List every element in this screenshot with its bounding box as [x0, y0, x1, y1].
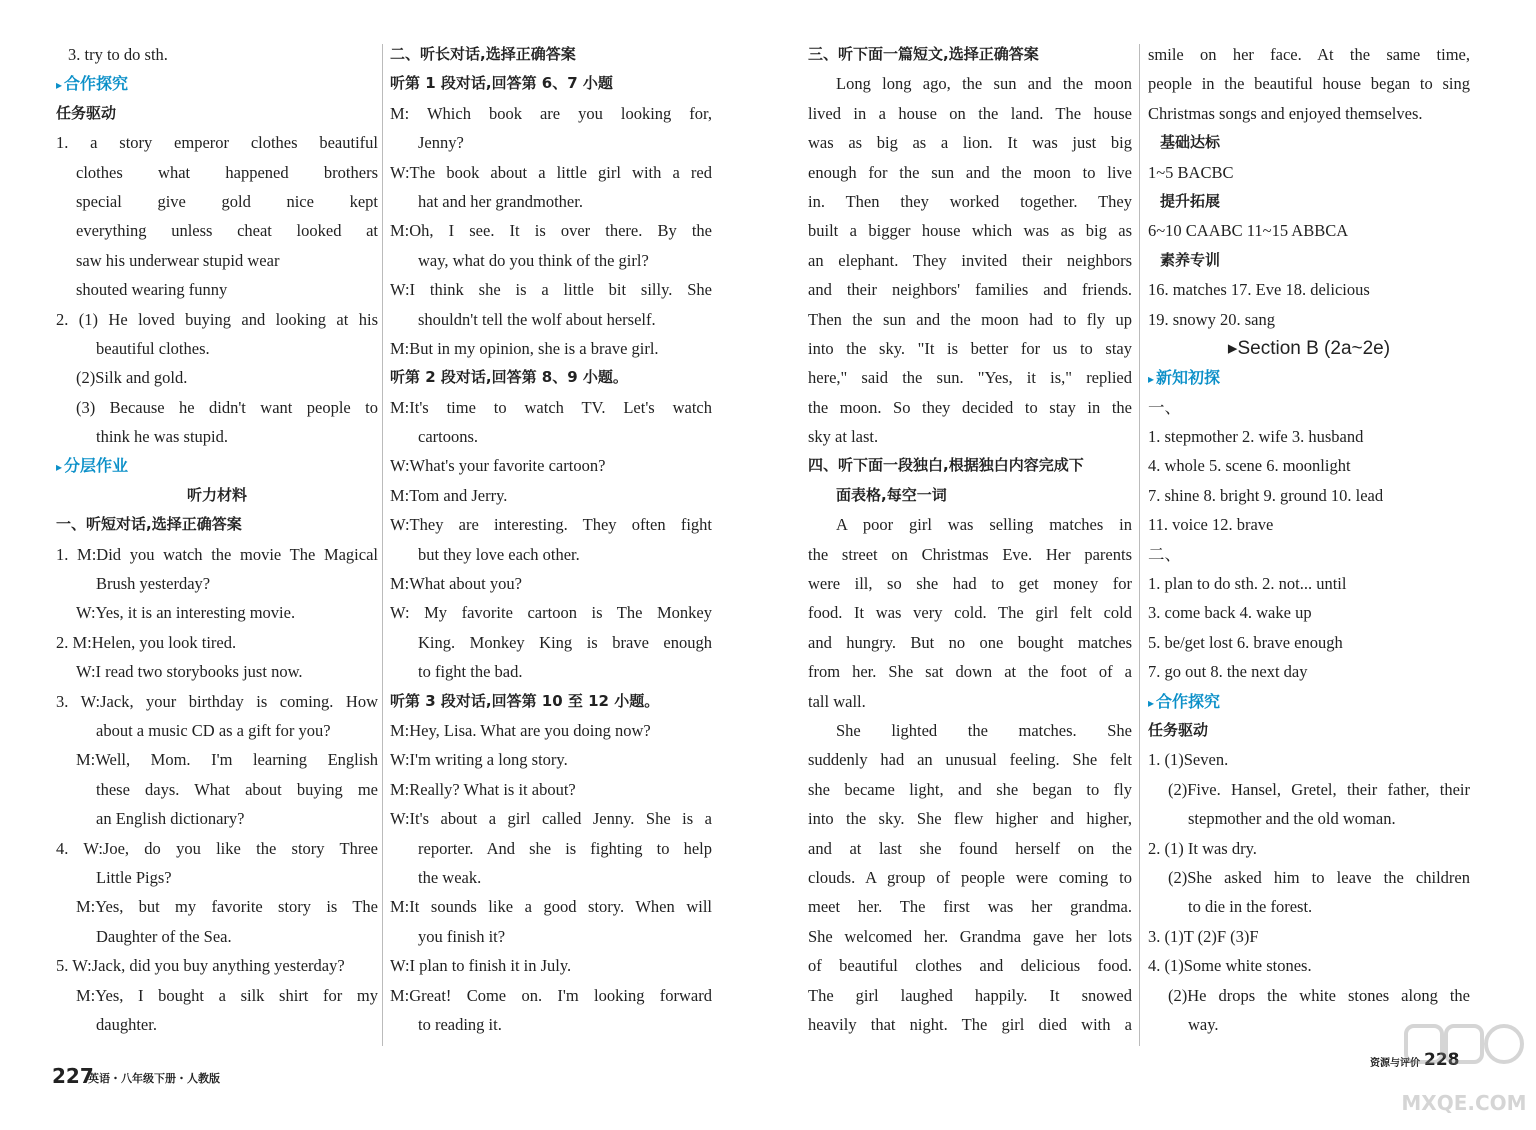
text-line: cartoons. [418, 427, 479, 447]
text-line: (2)Silk and gold. [76, 368, 188, 388]
text-line: M:Tom and Jerry. [390, 485, 508, 505]
text-line: built a bigger house which was as big as [808, 221, 1132, 241]
text-line: in. Then they worked together. They [808, 191, 1132, 211]
section-heading [1148, 363, 1470, 392]
section-heading-label: 合作探究 [1156, 691, 1221, 711]
text-line: but they love each other. [418, 544, 580, 564]
text-line: to die in the forest. [1188, 897, 1313, 917]
text-line: M: Which book are you looking for, [390, 103, 712, 123]
text-line: to fight the bad. [418, 662, 523, 682]
text-line: 7. shine 8. bright 9. ground 10. lead [1148, 485, 1384, 505]
text-line: Little Pigs? [96, 867, 172, 887]
text-line: W:I plan to finish it in July. [390, 956, 572, 976]
left-page-number: 227 [52, 1064, 94, 1088]
text-line: beautiful clothes. [96, 338, 210, 358]
text-line: she became light, and she began to fly [808, 779, 1132, 799]
right-page-number: 228 [1424, 1050, 1460, 1070]
text-line: Christmas songs and enjoyed themselves. [1148, 103, 1423, 123]
text-line: you finish it? [418, 926, 506, 946]
text-line: sky at last. [808, 427, 879, 447]
text-line: into the sky. She flew higher and higher, [808, 809, 1132, 829]
text-line: 2. M:Helen, you look tired. [56, 632, 237, 652]
text-line: 1. a story emperor clothes beautiful [56, 133, 378, 153]
text-line: 1. plan to do sth. 2. not... until [1148, 574, 1347, 594]
text-line: W:It's about a girl called Jenny. She is a [390, 809, 712, 829]
publisher-footer: 资源与评价 [1370, 1058, 1420, 1069]
text-line: 二、 [1148, 544, 1181, 564]
text-line: and at last she found herself on the [808, 838, 1132, 858]
text-line: everything unless cheat looked at [76, 221, 378, 241]
column-divider [382, 44, 383, 1046]
section-marker-icon: ▸ [1227, 337, 1238, 359]
text-line: W:Yes, it is an interesting movie. [76, 603, 296, 623]
text-line: saw his underwear stupid wear [76, 250, 280, 270]
text-line: 听第 3 段对话,回答第 10 至 12 小题。 [390, 691, 660, 710]
text-line: suddenly had an unusual feeling. She felt [808, 750, 1132, 770]
text-line: clouds. A group of people were coming to [808, 867, 1132, 887]
watermark-logo [1400, 1020, 1528, 1124]
text-line: and their neighbors' families and friends. [808, 280, 1132, 300]
text-line: 2. (1) It was dry. [1148, 838, 1257, 858]
text-line: M:It sounds like a good story. When will [390, 897, 712, 917]
text-line: shouted wearing funny [76, 280, 228, 300]
text-line: A poor girl was selling matches in [836, 515, 1132, 535]
text-line: 19. snowy 20. sang [1148, 309, 1275, 329]
text-line: 16. matches 17. Eve 18. delicious [1148, 280, 1370, 300]
text-line: meet her. The first was her grandma. [808, 897, 1132, 917]
text-line: M:Oh, I see. It is over there. By the [390, 221, 712, 241]
section-marker-icon: ▸ [56, 460, 63, 475]
text-line: King. Monkey King is brave enough [418, 632, 712, 652]
text-line: food. It was very cold. The girl felt cold [808, 603, 1132, 623]
text-line: 1. stepmother 2. wife 3. husband [1148, 427, 1364, 447]
text-line: 三、听下面一篇短文,选择正确答案 [808, 45, 1039, 63]
text-line: 3. (1)T (2)F (3)F [1148, 926, 1259, 946]
text-line: 7. go out 8. the next day [1148, 662, 1308, 682]
text-line: way, what do you think of the girl? [418, 250, 649, 270]
text-line: these days. What about buying me [96, 779, 378, 799]
right-page-column-2 [1148, 40, 1470, 1039]
text-line: from her. She sat down at the foot of a [808, 662, 1132, 682]
text-line: W: My favorite cartoon is The Monkey [390, 603, 712, 623]
text-line: W:I read two storybooks just now. [76, 662, 303, 682]
left-page-column-1 [56, 40, 378, 1039]
text-line: M:It's time to watch TV. Let's watch [390, 397, 712, 417]
text-line: 5. W:Jack, did you buy anything yesterday? [56, 956, 345, 976]
text-line: an elephant. They invited their neighbors [808, 250, 1132, 270]
text-line: M:Really? What is it about? [390, 779, 576, 799]
text-line: 3. W:Jack, your birthday is coming. How [56, 691, 378, 711]
right-page-column-1 [808, 40, 1132, 1039]
text-line: 3. come back 4. wake up [1148, 603, 1312, 623]
watermark-text: MXQE.COM [1401, 1091, 1527, 1115]
text-line: Long long ago, the sun and the moon [836, 74, 1132, 94]
text-line: W:I'm writing a long story. [390, 750, 568, 770]
text-line: were ill, so she had to get money for [808, 574, 1132, 594]
text-line: Daughter of the Sea. [96, 926, 232, 946]
text-line: (3) Because he didn't want people to [76, 397, 378, 417]
text-line: lived in a house on the land. The house [808, 103, 1132, 123]
text-line: M:Yes, but my favorite story is The [76, 897, 378, 917]
text-line: (2)She asked him to leave the children [1168, 867, 1470, 887]
text-line: M:What about you? [390, 574, 522, 594]
text-line: 2. (1) He loved buying and looking at his [56, 309, 378, 329]
text-line: M:Well, Mom. I'm learning English [76, 750, 378, 770]
text-line: heavily that night. The girl died with a [808, 1014, 1132, 1034]
text-line: (2)He drops the white stones along the [1168, 985, 1470, 1005]
text-line: tall wall. [808, 691, 866, 711]
section-marker-icon: ▸ [56, 78, 63, 93]
text-line: 听第 2 段对话,回答第 8、9 小题。 [390, 368, 628, 387]
text-line: 4. W:Joe, do you like the story Three [56, 838, 378, 858]
text-line: 1~5 BACBC [1148, 162, 1234, 182]
text-line: W:I think she is a little bit silly. She [390, 280, 712, 300]
text-line: 面表格,每空一词 [836, 485, 947, 504]
text-line: 四、听下面一段独白,根据独白内容完成下 [808, 456, 1084, 475]
text-line: 任务驱动 [1148, 720, 1209, 739]
section-heading [56, 69, 378, 98]
text-line: think he was stupid. [96, 427, 228, 447]
text-line: here," said the sun. "Yes, it is," replied [808, 368, 1132, 388]
section-heading-label: Section B (2a~2e) [1237, 337, 1391, 359]
text-line: daughter. [96, 1014, 157, 1034]
text-line: W:What's your favorite cartoon? [390, 456, 606, 476]
text-line: 11. voice 12. brave [1148, 515, 1274, 535]
text-line: people in the beautiful house began to sing [1148, 74, 1470, 94]
text-line: enough for the sun and the moon to live [808, 162, 1132, 182]
text-line: She lighted the matches. She [836, 720, 1132, 740]
text-line: 4. whole 5. scene 6. moonlight [1148, 456, 1351, 476]
text-line: She welcomed her. Grandma gave her lots [808, 926, 1132, 946]
text-line: hat and her grandmother. [418, 191, 583, 211]
text-line: the weak. [418, 867, 482, 887]
text-line: way. [1188, 1014, 1219, 1034]
text-line: 任务驱动 [56, 103, 117, 122]
text-line: clothes what happened brothers [76, 162, 378, 182]
text-line: 5. be/get lost 6. brave enough [1148, 632, 1343, 652]
text-line: Brush yesterday? [96, 574, 211, 594]
text-line: The girl laughed happily. It snowed [808, 985, 1132, 1005]
book-title-footer: 英语・八年级下册・人教版 [88, 1072, 220, 1085]
text-line: about a music CD as a gift for you? [96, 720, 331, 740]
text-line: 提升拓展 [1160, 191, 1221, 210]
text-line: 1. M:Did you watch the movie The Magical [56, 544, 378, 564]
text-line: 一、 [1148, 397, 1181, 417]
text-line: W:The book about a little girl with a red [390, 162, 712, 182]
column-divider [1139, 44, 1140, 1046]
text-line: W:They are interesting. They often fight [390, 515, 712, 535]
text-line: 6~10 CAABC 11~15 ABBCA [1148, 221, 1349, 241]
section-heading [1148, 687, 1470, 716]
text-line: 3. try to do sth. [68, 45, 168, 64]
section-marker-icon: ▸ [1148, 695, 1155, 710]
text-line: 听力材料 [186, 485, 247, 504]
section-heading-label: 分层作业 [64, 456, 129, 476]
text-line: M:But in my opinion, she is a brave girl. [390, 338, 659, 358]
text-line: Then the sun and the moon had to fly up [808, 309, 1132, 329]
text-line: reporter. And she is fighting to help [418, 838, 712, 858]
text-line: 4. (1)Some white stones. [1148, 956, 1312, 976]
text-line: 素养专训 [1160, 250, 1221, 269]
text-line: to reading it. [418, 1014, 502, 1034]
section-marker-icon: ▸ [1148, 372, 1155, 387]
text-line: 基础达标 [1160, 133, 1221, 152]
text-line: smile on her face. At the same time, [1148, 45, 1470, 64]
text-line: 一、听短对话,选择正确答案 [56, 515, 242, 534]
text-line: M:Great! Come on. I'm looking forward [390, 985, 712, 1005]
text-line: into the sky. "It is better for us to stay [808, 338, 1132, 358]
text-line: special give gold nice kept [76, 191, 378, 211]
text-line: the street on Christmas Eve. Her parents [808, 544, 1132, 564]
text-line: shouldn't tell the wolf about herself. [418, 309, 656, 329]
text-line: stepmother and the old woman. [1188, 809, 1396, 829]
text-line: M:Hey, Lisa. What are you doing now? [390, 720, 651, 740]
text-line: the moon. So they decided to stay in the [808, 397, 1132, 417]
text-line: M:Yes, I bought a silk shirt for my [76, 985, 378, 1005]
text-line: an English dictionary? [96, 809, 245, 829]
text-line: Jenny? [418, 133, 464, 153]
text-line: 二、听长对话,选择正确答案 [390, 45, 576, 63]
text-line: was as big as a lion. It was just big [808, 133, 1132, 153]
left-page-column-2 [390, 40, 712, 1039]
section-heading-label: 合作探究 [64, 74, 129, 94]
section-heading [1148, 334, 1470, 363]
text-line: and hungry. But no one bought matches [808, 632, 1132, 652]
text-line: of beautiful clothes and delicious food. [808, 956, 1132, 976]
text-line: (2)Five. Hansel, Gretel, their father, their [1168, 779, 1470, 799]
text-line: 1. (1)Seven. [1148, 750, 1229, 770]
section-heading [56, 451, 378, 480]
section-heading-label: 新知初探 [1156, 368, 1221, 388]
text-line: 听第 1 段对话,回答第 6、7 小题 [390, 74, 613, 93]
